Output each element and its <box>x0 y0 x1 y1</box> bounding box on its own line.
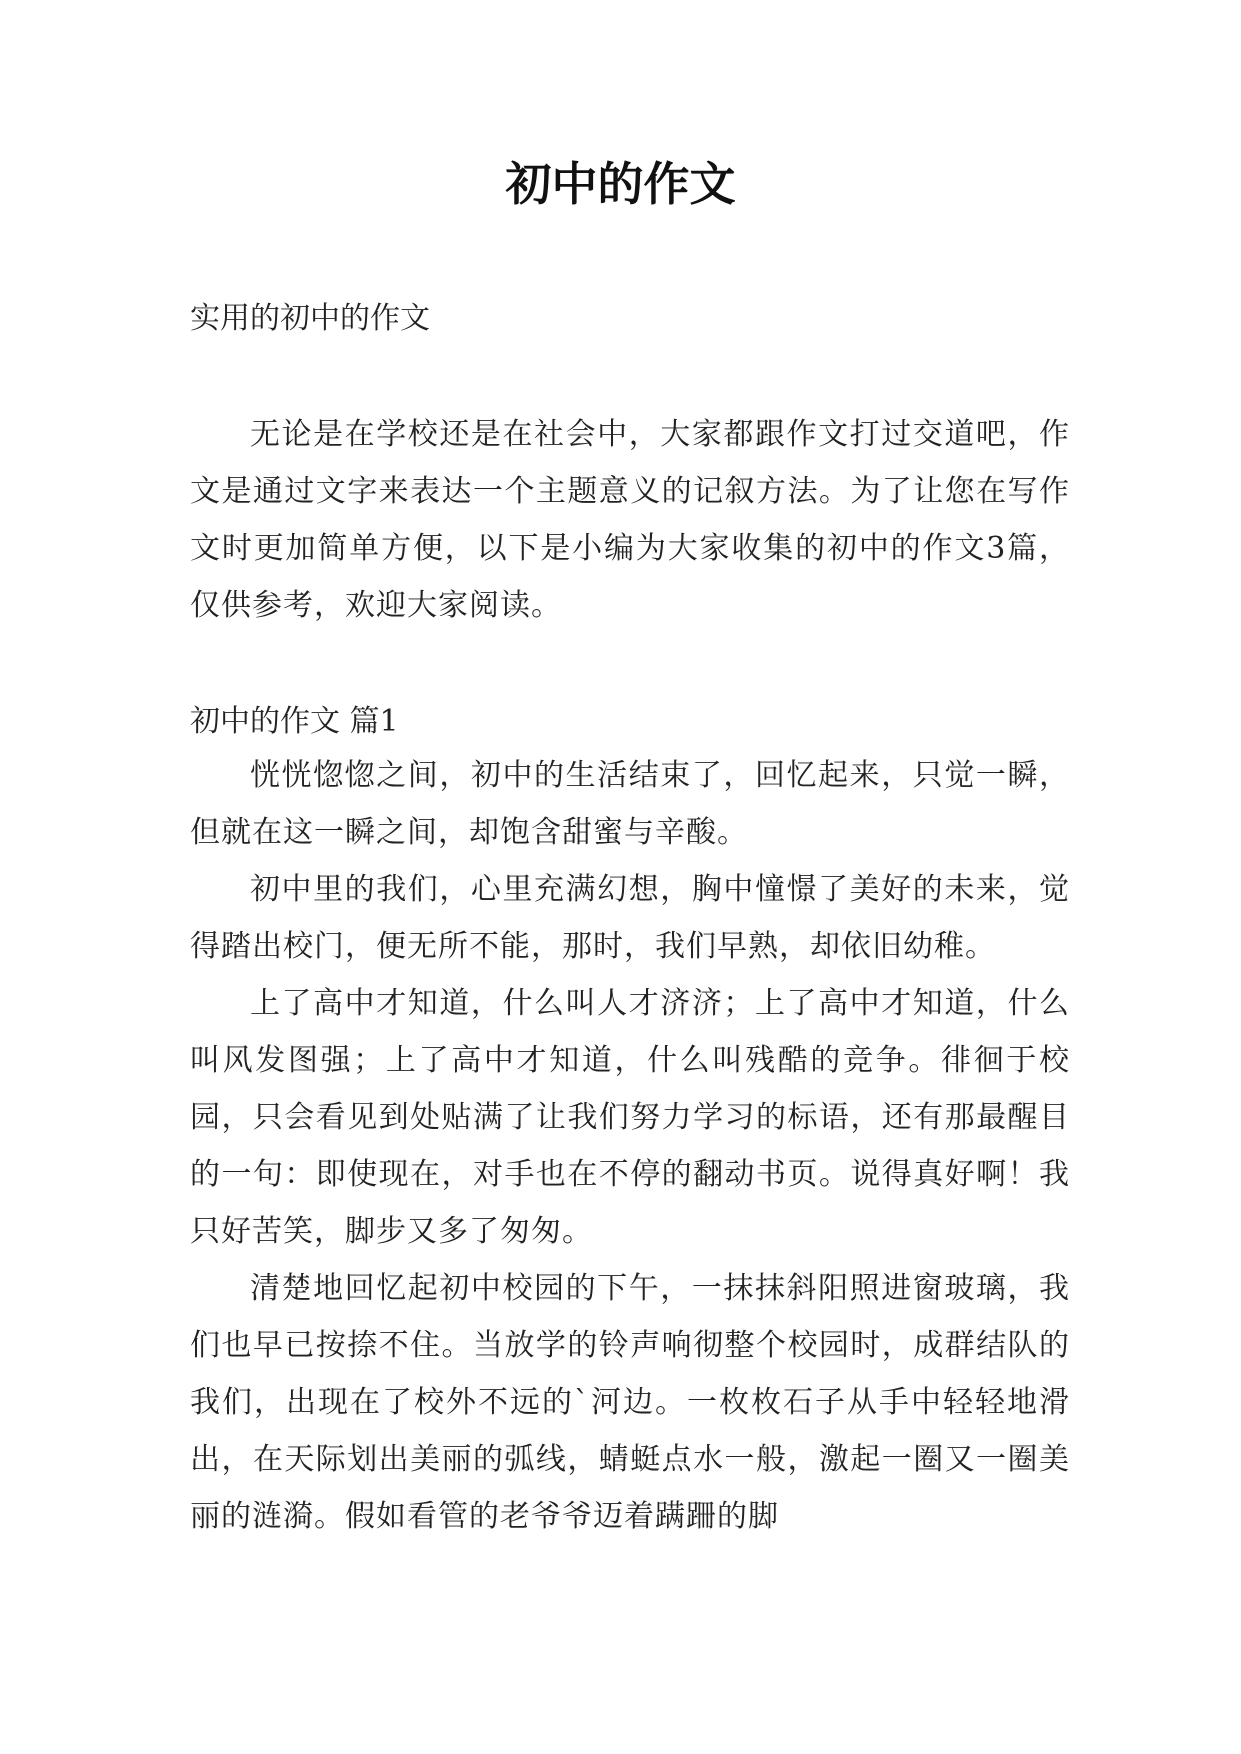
essay-paragraph: 初中里的我们，心里充满幻想，胸中憧憬了美好的未来，觉得踏出校门，便无所不能，那时，我们早熟，却依旧幼稚。 <box>190 872 1070 964</box>
section-title: 初中的作文 篇1 <box>190 704 399 739</box>
essay-paragraph: 清楚地回忆起初中校园的下午，一抹抹斜阳照进窗玻璃，我们也早已按捺不住。当放学的铃声响彻整个校园时，成群结队的我们，出现在了校外不远的`河边。一枚枚石子从手中轻轻地滑出，在天际划出美丽的弧线，蜻蜓点水一般，激起一圈又一圈美丽的涟漪。假如看管的老爷爷迈着蹒跚的脚 <box>190 1271 1070 1534</box>
intro-paragraph: 无论是在学校还是在社会中，大家都跟作文打过交道吧，作文是通过文字来表达一个主题意义的记叙方法。为了让您在写作文时更加简单方便，以下是小编为大家收集的初中的作文3篇，仅供参考，欢迎大家阅读。 <box>190 417 1070 623</box>
essay-paragraph: 恍恍惚惚之间，初中的生活结束了，回忆起来，只觉一瞬，但就在这一瞬之间，却饱含甜蜜与辛酸。 <box>190 758 1070 850</box>
essay-paragraph: 上了高中才知道，什么叫人才济济；上了高中才知道，什么叫风发图强；上了高中才知道，什么叫残酷的竞争。徘徊于校园，只会看见到处贴满了让我们努力学习的标语，还有那最醒目的一句：即使现在，对手也在不停的翻动书页。说得真好啊！我只好苦笑，脚步又多了匆匆。 <box>190 986 1070 1249</box>
document-title: 初中的作文 <box>505 157 736 211</box>
document-subtitle: 实用的初中的作文 <box>190 301 430 336</box>
essay-body <box>190 747 1070 1545</box>
intro-section <box>190 406 1070 634</box>
